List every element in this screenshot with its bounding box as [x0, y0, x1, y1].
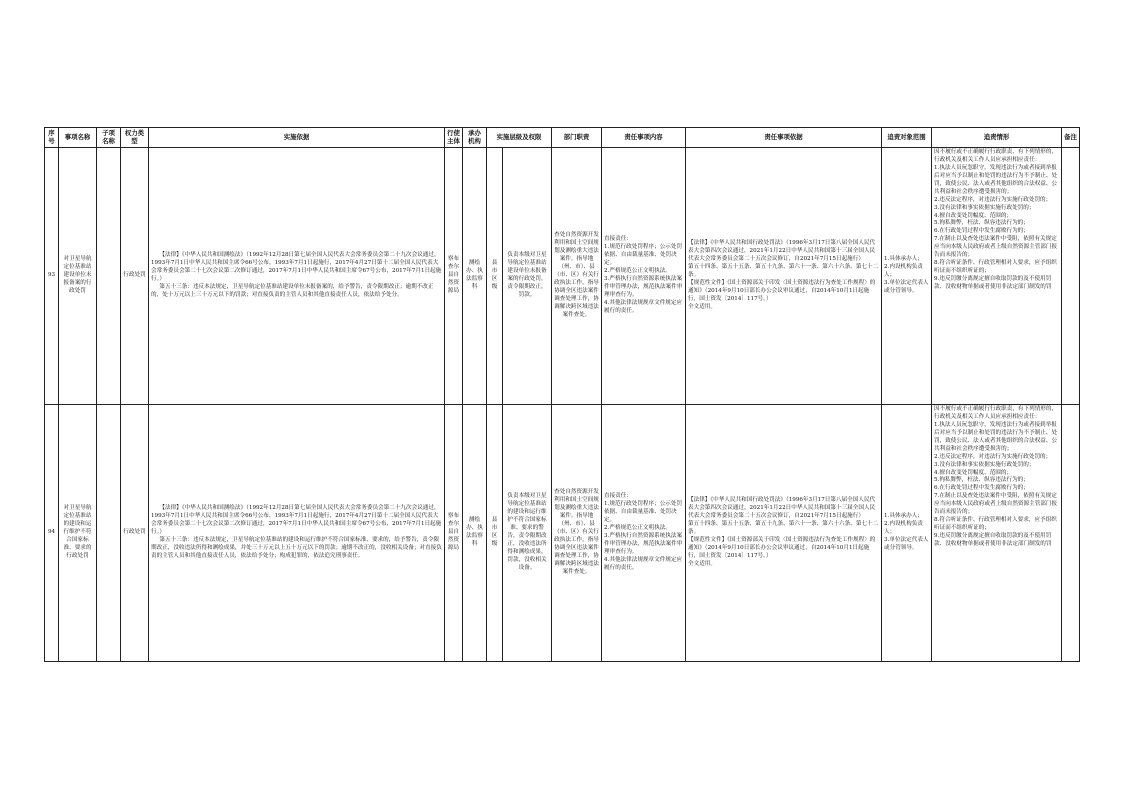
cell-respbasis-line: 【规范性文件】《国土资源部关于印发〈国土资源违法行为查处工作规程〉的通知》（2014年9月10日部长办公会议审议通过，自2014年10月1日起施行，国土资发〔2014〕117号。） [688, 279, 876, 302]
cell-level: 县市区级 [487, 148, 503, 405]
cell-org: 测绘办、执法监察科 [463, 405, 487, 662]
cell-situation-line: 8.符合听证条件、行政管理相对人要求，应予组织听证而不组织听证的； [934, 517, 1057, 532]
cell-respbasis [686, 148, 882, 405]
cell-seq: 94 [45, 405, 59, 662]
cell-respbasis [686, 405, 882, 662]
responsibility-list-sheet [44, 127, 1079, 662]
header-duty: 部门职责 [552, 128, 602, 148]
cell-situation-line: 5.徇私舞弊，枉法、纵容违法行为的； [934, 220, 1029, 227]
cell-target [882, 405, 932, 662]
cell-situation [932, 148, 1062, 405]
table-row [45, 148, 1080, 405]
cell-target-line: 1.具体承办人； [884, 513, 923, 520]
cell-situation [932, 405, 1062, 662]
cell-respbasis-line: 全文适用。 [688, 303, 716, 310]
cell-respbasis-line: 第五十四条、第五十五条、第五十九条、第六十一条、第六十六条、第七十二条。 [688, 264, 879, 279]
cell-type: 行政处罚 [121, 405, 149, 662]
cell-situation-line: 7.在制止以及查处违法案件中受阻，依照有关规定应当向本级人民政府或者上级自然资源主管部门报告而未报告的； [934, 493, 1058, 516]
cell-respbasis-line: 【规范性文件】《国土资源部关于印发〈国土资源违法行为查处工作规程〉的通知》（2014年9月10日部长办公会议审议通过，自2014年10月1日起施行，国土资发〔2014〕117号。） [688, 536, 876, 559]
cell-level-desc: 负责本级对卫星导航定位基准站建设单位未报备案的行政处罚，责令限期改正，罚款。 [503, 148, 552, 405]
header-org: 承办机构 [463, 128, 487, 148]
cell-situation-line: 4.擅自改变处罚幅度、范围的； [934, 212, 1013, 219]
header-situation: 追责情形 [932, 128, 1062, 148]
cell-situation-line: 9.违反罚缴分离规定擅自收取罚款的及不使用罚款、没收财物单据或者使用非法定部门制发的罚 [934, 276, 1052, 290]
cell-resp-line: 直接责任： [604, 236, 632, 243]
cell-resp-line: 1.规范行政处罚程序；公示处罚依据、自由裁量基准、处罚决定。 [604, 244, 683, 267]
cell-situation-line: 因不履行或不正确履行行政职责，有下列情形的，行政机关及相关工作人员应承担相应责任： [934, 406, 1058, 420]
cell-note [1062, 148, 1080, 405]
cell-name: 对卫星导航定位基准站的建设和运行维护不符合国家标准、要求的行政处罚 [59, 405, 97, 662]
header-seq: 序号 [45, 128, 59, 148]
cell-situation-line: 8.符合听证条件、行政管理相对人要求，应予组织听证而不组织听证的； [934, 260, 1057, 275]
header-level: 实施层级及权限 [487, 128, 552, 148]
cell-basis [149, 405, 445, 662]
cell-target-line: 3.单位法定代表人或分管领导。 [884, 279, 929, 294]
cell-resp [602, 405, 686, 662]
cell-target-line: 2.内设机构负责人； [884, 521, 923, 536]
cell-respbasis-line: 全文适用。 [688, 560, 716, 567]
cell-org: 测绘办、执法监察科 [463, 148, 487, 405]
cell-situation-line: 6.在行政处罚过程中发生腐败行为的； [934, 228, 1029, 235]
cell-basis-line: 【法律】《中华人民共和国测绘法》（1992年12月28日第七届全国人民代表大会常务委员会第二十九次会议通过，1993年7月1日中华人民共和国主席令66号公布，1993年7月1日起施行，2017年4月27日第十二届全国人民代表大会常务委员会第二十七次会议第二次修订通过，2017年7月1日中华人民共和国主席令67号公布，2017年7月1日起施行。） [151, 505, 442, 536]
cell-basis-line: 第五十三条：违反本法规定，卫星导航定位基准站的建设和运行维护不符合国家标准、要求的，给予警告，责令限期改正，没收违法所得和测绘成果，并处三十万元以上五十万元以下的罚款；逾期不改正的，没收相关设备；对直接负责的主管人员和其他直接责任人员，依法给予处分；构成犯罪的，依法追究刑事责任。 [151, 536, 442, 559]
cell-name: 对卫星导航定位基准站建设单位未报备案的行政处罚 [59, 148, 97, 405]
cell-resp-line: 4.其他法律法规规章文件规定应履行的责任。 [604, 556, 683, 571]
cell-resp [602, 148, 686, 405]
cell-duty: 查处自然资源开发利用和国土空间规划及测绘重大违法案件。指导地（州、市）、县（市、区）有关行政执法工作，指导协调全区违法案件调查处理工作，协调解决跨区域违法案件查处。 [552, 405, 602, 662]
cell-situation-line: 3.没有法律和事实依据实施行政处罚的； [934, 204, 1035, 211]
cell-sub [97, 405, 121, 662]
cell-target-line: 2.内设机构负责人； [884, 264, 923, 279]
cell-resp-line: 2.严格规范公正文明执法。 [604, 525, 671, 532]
header-subject: 行使主体 [445, 128, 463, 148]
cell-situation-line: 2.违反法定程序，对违法行为实施行政处罚的； [934, 453, 1052, 460]
cell-situation-line: 2.违反法定程序，对违法行为实施行政处罚的； [934, 196, 1052, 203]
cell-sub [97, 148, 121, 405]
cell-basis-line: 第五十三条：违反本法规定，卫星导航定位基准站建设单位未报备案的，给予警告，责令限期改正；逾期不改正的，处十万元以上三十万元以下的罚款；对直接负责的主管人员和其他直接责任人员，依法给予处分。 [151, 283, 434, 298]
cell-situation-line: 9.违反罚缴分离规定擅自收取罚款的及不使用罚款、没收财物单据或者使用非法定部门制发的罚 [934, 533, 1052, 547]
table-row [45, 405, 1080, 662]
header-type: 权力类型 [121, 128, 149, 148]
header-note: 备注 [1062, 128, 1080, 148]
cell-target-line: 3.单位法定代表人或分管领导。 [884, 536, 929, 551]
cell-level-desc: 负责本级对卫星导航定位基准站的建设和运行维护不符合国家标准、要求的警告，责令限期改正，没收违法所得和测绘成果，罚款，没收相关设备。 [503, 405, 552, 662]
cell-situation-line: 因不履行或不正确履行行政职责，有下列情形的，行政机关及相关工作人员应承担相应责任： [934, 149, 1058, 163]
header-respbasis: 责任事项依据 [686, 128, 882, 148]
cell-subject: 察布查尔县自然资源局 [445, 405, 463, 662]
cell-situation-line: 5.徇私舞弊，枉法、纵容违法行为的； [934, 477, 1029, 484]
header-row [45, 128, 1080, 148]
cell-seq: 93 [45, 148, 59, 405]
cell-note [1062, 405, 1080, 662]
cell-respbasis-line: 第五十四条、第五十五条、第五十九条、第六十一条、第六十六条、第七十二条。 [688, 521, 879, 536]
cell-situation-line: 1.执法人员玩忽职守，发现违法行为或者接到举报后对应当予以制止和处罚的违法行为不予制止、处罚，致使公民、法人或者其他组织的合法权益、公共利益和社会秩序遭受损害的； [934, 421, 1058, 452]
cell-resp-line: 1.规范行政处罚程序；公示处罚依据、自由裁量基准、处罚决定。 [604, 501, 683, 524]
header-sub: 子项名称 [97, 128, 121, 148]
cell-respbasis-line: 【法律】《中华人民共和国行政处罚法》（1996年3月17日第八届全国人民代表大会第四次会议通过，2021年1月22日中华人民共和国第十三届全国人民代表大会常务委员会第二十五次会议修订，自2021年7月15日起施行） [688, 240, 876, 263]
header-target: 追责对象范围 [882, 128, 932, 148]
responsibility-table [44, 127, 1080, 662]
cell-resp-line: 直接责任： [604, 493, 632, 500]
cell-situation-line: 1.执法人员玩忽职守，发现违法行为或者接到举报后对应当予以制止和处罚的违法行为不予制止、处罚，致使公民、法人或者其他组织的合法权益、公共利益和社会秩序遭受损害的； [934, 164, 1058, 195]
cell-resp-line: 3.严格执行自然资源系统执法案件审管理办法，规范执法案件审理审查行为。 [604, 276, 683, 298]
cell-basis-line: 【法律】《中华人民共和国测绘法》（1992年12月28日第七届全国人民代表大会常务委员会第二十九次会议通过，1993年7月1日中华人民共和国主席令66号公布，1993年7月1日起施行，2017年4月27日第十二届全国人民代表大会常务委员会第二十七次会议第二次修订通过，2017年7月1日中华人民共和国主席令67号公布，2017年7月1日起施行。） [151, 252, 442, 282]
table-body [45, 148, 1080, 662]
cell-situation-line: 7.在制止以及查处违法案件中受阻，依照有关规定应当向本级人民政府或者上级自然资源主管部门报告而未报告的； [934, 236, 1058, 259]
cell-target [882, 148, 932, 405]
cell-respbasis-line: 【法律】《中华人民共和国行政处罚法》（1996年3月17日第八届全国人民代表大会第四次会议通过，2021年1月22日中华人民共和国第十三届全国人民代表大会常务委员会第二十五次会议修订，自2021年7月15日起施行） [688, 497, 876, 520]
cell-subject: 察布查尔县自然资源局 [445, 148, 463, 405]
cell-target-line: 1.具体承办人； [884, 256, 923, 263]
cell-duty: 查处自然资源开发利用和国土空间规划及测绘重大违法案件。指导地（州、市）、县（市、区）有关行政执法工作，指导协调全区违法案件调查处理工作，协调解决跨区域违法案件查处。 [552, 148, 602, 405]
cell-resp-line: 2.严格规范公正文明执法。 [604, 268, 671, 275]
cell-level: 县市区级 [487, 405, 503, 662]
cell-type: 行政处罚 [121, 148, 149, 405]
header-name: 事项名称 [59, 128, 97, 148]
header-resp: 责任事项内容 [602, 128, 686, 148]
header-basis: 实施依据 [149, 128, 445, 148]
cell-resp-line: 3.严格执行自然资源系统执法案件审管理办法，规范执法案件审理审查行为。 [604, 533, 683, 555]
cell-situation-line: 3.没有法律和事实依据实施行政处罚的； [934, 461, 1035, 468]
cell-situation-line: 6.在行政处罚过程中发生腐败行为的； [934, 485, 1029, 492]
cell-basis [149, 148, 445, 405]
cell-situation-line: 4.擅自改变处罚幅度、范围的； [934, 469, 1013, 476]
cell-resp-line: 4.其他法律法规规章文件规定应履行的责任。 [604, 299, 683, 314]
